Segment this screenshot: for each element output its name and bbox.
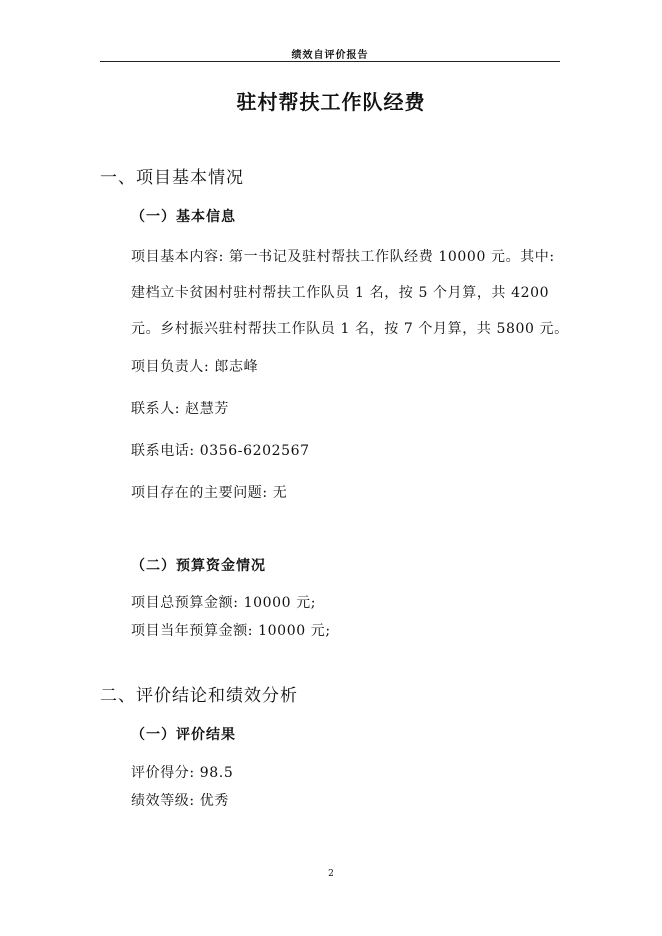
subsection-heading-evaluation-result: （一）评价结果 xyxy=(131,727,236,743)
running-header: 绩效自评价报告 xyxy=(291,50,369,61)
paragraph-line: 建档立卡贫困村驻村帮扶工作队员 1 名，按 5 个月算，共 4200 xyxy=(131,285,550,301)
performance-grade: 绩效等级: 优秀 xyxy=(131,793,229,809)
project-leader: 项目负责人: 郎志峰 xyxy=(131,359,259,375)
subsection-heading-budget: （二）预算资金情况 xyxy=(131,558,266,574)
current-year-budget: 项目当年预算金额: 10000 元; xyxy=(131,623,331,639)
total-budget: 项目总预算金额: 10000 元; xyxy=(131,595,317,611)
paragraph-line: 项目基本内容: 第一书记及驻村帮扶工作队经费 10000 元。其中: xyxy=(131,249,555,265)
project-content-paragraph xyxy=(131,246,571,354)
paragraph-line: 元。乡村振兴驻村帮扶工作队员 1 名，按 7 个月算，共 5800 元。 xyxy=(131,321,569,337)
page-number: 2 xyxy=(328,869,334,879)
evaluation-score: 评价得分: 98.5 xyxy=(131,765,234,781)
section-heading-evaluation: 二、评价结论和绩效分析 xyxy=(100,686,298,706)
header-divider xyxy=(100,61,560,62)
contact-phone: 联系电话: 0356-6202567 xyxy=(131,443,310,459)
main-issues: 项目存在的主要问题: 无 xyxy=(131,485,288,501)
contact-person: 联系人: 赵慧芳 xyxy=(131,401,229,417)
document-title: 驻村帮扶工作队经费 xyxy=(236,90,426,114)
section-heading-basic-situation: 一、项目基本情况 xyxy=(100,168,244,188)
subsection-heading-basic-info: （一）基本信息 xyxy=(131,209,236,225)
